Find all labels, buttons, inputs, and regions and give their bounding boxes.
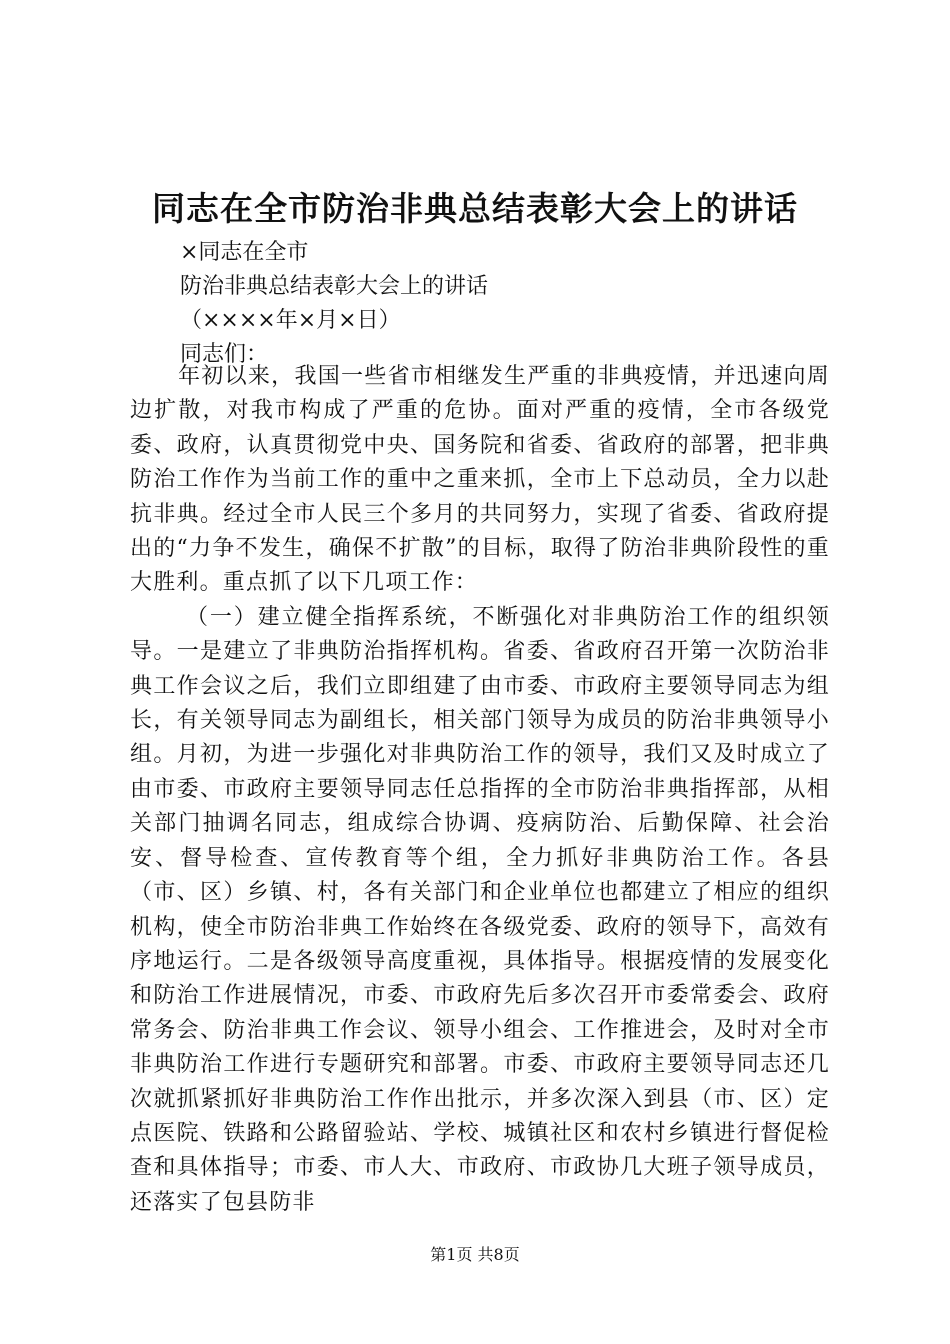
body-paragraph: 年初以来，我国一些省市相继发生严重的非典疫情，并迅速向周边扩散，对我市构成了严重的危协。面对严重的疫情，全市各级党委、政府，认真贯彻党中央、国务院和省委、省政府的部署，把非典防治工作作为当前工作的重中之重来抓，全市上下总动员，全力以赴抗非典。经过全市人民三个多月的共同努力，实现了省委、省政府提出的“力争不发生，确保不扩散”的目标，取得了防治非典阶段性的重大胜利。重点抓了以下几项工作： xyxy=(130,364,830,596)
speaker-line: ×同志在全市 xyxy=(180,240,309,265)
occasion-line: 防治非典总结表彰大会上的讲话 xyxy=(180,274,489,299)
document-title: 同志在全市防治非典总结表彰大会上的讲话 xyxy=(152,189,798,228)
page-footer: 第1页 共8页 xyxy=(430,1245,520,1264)
body-paragraph: （一）建立健全指挥系统，不断强化对非典防治工作的组织领导。一是建立了非典防治指挥机构。省委、省政府召开第一次防治非典工作会议之后，我们立即组建了由市委、市政府主要领导同志为组长，有关领导同志为副组长，相关部门领导为成员的防治非典领导小组。月初，为进一步强化对非典防治工作的领导，我们又及时成立了由市委、市政府主要领导同志任总指挥的全市防治非典指挥部，从相关部门抽调名同志，组成综合协调、疫病防治、后勤保障、社会治安、督导检查、宣传教育等个组，全力抓好非典防治工作。各县（市、区）乡镇、村，各有关部门和企业单位也都建立了相应的组织机构，使全市防治非典工作始终在各级党委、政府的领导下，高效有序地运行。二是各级领导高度重视，具体指导。根据疫情的发展变化和防治工作进展情况，市委、市政府先后多次召开市委常委会、政府常务会、防治非典工作会议、领导小组会、工作推进会，及时对全市非典防治工作进行专题研究和部署。市委、市政府主要领导同志还几次就抓紧抓好非典防治工作作出批示，并多次深入到县（市、区）定点医院、铁路和公路留验站、学校、城镇社区和农村乡镇进行督促检查和具体指导；市委、市人大、市政府、市政协几大班子领导成员，还落实了包县防非 xyxy=(130,604,830,1215)
date-line: （××××年×月×日） xyxy=(180,308,401,333)
salutation-line: 同志们： xyxy=(180,342,269,367)
document-body xyxy=(130,360,830,1220)
speech-header xyxy=(180,236,840,372)
